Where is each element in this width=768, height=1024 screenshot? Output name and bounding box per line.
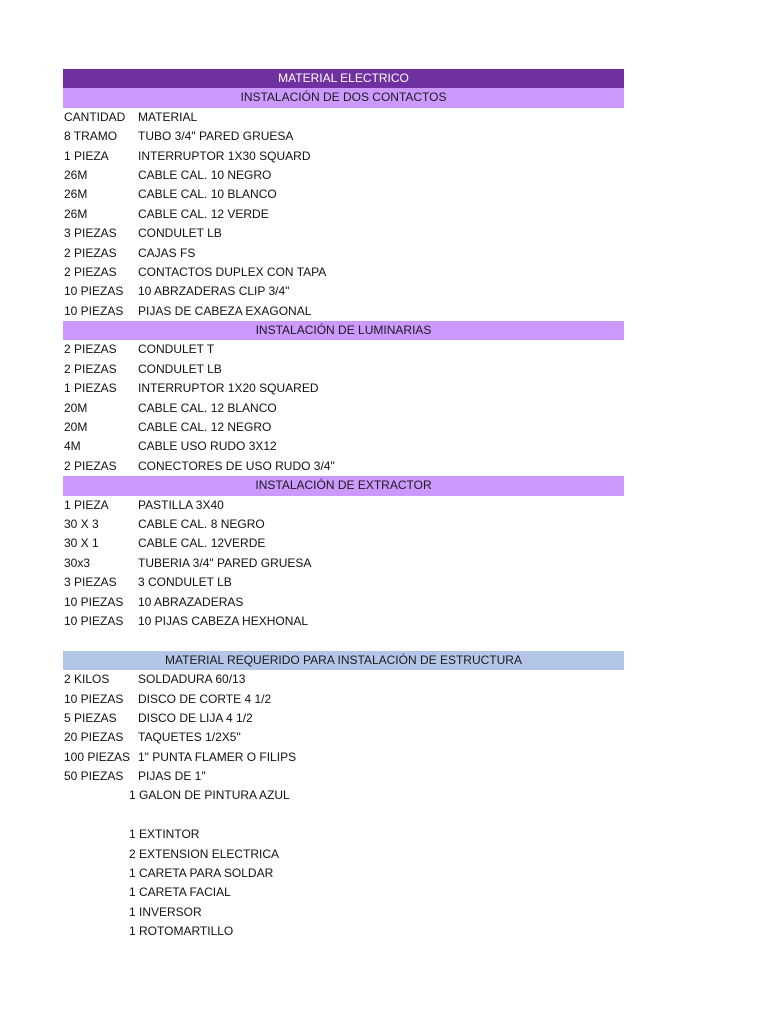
section-estructura-rows xyxy=(63,670,624,786)
extras-list-a xyxy=(63,786,624,805)
quantity-cell: 10 PIEZAS xyxy=(64,284,124,299)
quantity-cell: 26M xyxy=(64,187,88,202)
table-row xyxy=(63,205,624,224)
material-cell: 3 CONDULET LB xyxy=(138,575,232,590)
table-row xyxy=(63,515,624,534)
material-cell: 10 ABRAZADERAS xyxy=(138,594,244,609)
section-extractor-rows xyxy=(63,496,624,632)
section-title-extractor: INSTALACIÓN DE EXTRACTOR xyxy=(63,476,624,495)
quantity-cell: 10 PIEZAS xyxy=(64,594,124,609)
section-title-luminarias: INSTALACIÓN DE LUMINARIAS xyxy=(63,321,624,340)
table-row xyxy=(63,263,624,282)
quantity-cell: 30x3 xyxy=(64,555,91,570)
section-contactos-rows xyxy=(63,127,624,321)
extra-item-text: 1 ROTOMARTILLO xyxy=(129,924,234,939)
material-cell: DISCO DE LIJA 4 1/2 xyxy=(138,710,253,725)
quantity-cell: 4M xyxy=(64,439,81,454)
material-cell: INTERRUPTOR 1X30 SQUARD xyxy=(138,148,311,163)
table-row xyxy=(63,709,624,728)
material-cell: CABLE CAL. 10 NEGRO xyxy=(138,167,272,182)
quantity-cell: 50 PIEZAS xyxy=(64,769,124,784)
material-cell: CONDULET LB xyxy=(138,226,222,241)
list-item xyxy=(63,825,624,844)
list-item xyxy=(63,864,624,883)
table-row xyxy=(63,147,624,166)
material-cell: PASTILLA 3X40 xyxy=(138,497,224,512)
material-cell: CONDULET T xyxy=(138,342,215,357)
quantity-cell: 20 PIEZAS xyxy=(64,730,124,745)
quantity-cell: 10 PIEZAS xyxy=(64,691,124,706)
table-row xyxy=(63,670,624,689)
extra-item-text: 2 EXTENSION ELECTRICA xyxy=(129,846,280,861)
table-row xyxy=(63,767,624,786)
material-cell: CABLE USO RUDO 3X12 xyxy=(138,439,277,454)
sheet-title: MATERIAL ELECTRICO xyxy=(63,69,624,88)
quantity-cell: 30 X 3 xyxy=(64,516,99,531)
material-cell: SOLDADURA 60/13 xyxy=(138,672,246,687)
quantity-cell: 2 PIEZAS xyxy=(64,361,117,376)
material-cell: 1" PUNTA FLAMER O FILIPS xyxy=(138,749,297,764)
column-header-material: MATERIAL xyxy=(138,109,198,124)
table-row xyxy=(63,399,624,418)
material-cell: CONTACTOS DUPLEX CON TAPA xyxy=(138,264,327,279)
material-cell: PIJAS DE CABEZA EXAGONAL xyxy=(138,303,312,318)
section-title-estructura: MATERIAL REQUERIDO PARA INSTALACIÓN DE ESTRUCTURA xyxy=(63,651,624,670)
list-item xyxy=(63,786,624,805)
column-header-qty: CANTIDAD xyxy=(64,109,126,124)
quantity-cell: 20M xyxy=(64,400,88,415)
table-row xyxy=(63,748,624,767)
column-header-row xyxy=(63,108,624,127)
material-cell: CABLE CAL. 12 NEGRO xyxy=(138,420,272,435)
table-row xyxy=(63,612,624,631)
table-row xyxy=(63,379,624,398)
section-title-contactos: INSTALACIÓN DE DOS CONTACTOS xyxy=(63,88,624,107)
blank-row xyxy=(63,806,624,825)
quantity-cell: 1 PIEZA xyxy=(64,148,109,163)
table-row xyxy=(63,728,624,747)
quantity-cell: 3 PIEZAS xyxy=(64,226,117,241)
table-row xyxy=(63,418,624,437)
quantity-cell: 2 KILOS xyxy=(64,672,110,687)
extra-item-text: 1 INVERSOR xyxy=(129,904,202,919)
table-row xyxy=(63,593,624,612)
quantity-cell: 10 PIEZAS xyxy=(64,613,124,628)
material-cell: 10 PIJAS CABEZA HEXHONAL xyxy=(138,613,309,628)
quantity-cell: 2 PIEZAS xyxy=(64,458,117,473)
material-cell: 10 ABRZADERAS CLIP 3/4" xyxy=(138,284,290,299)
quantity-cell: 26M xyxy=(64,167,88,182)
table-row xyxy=(63,224,624,243)
material-cell: CABLE CAL. 10 BLANCO xyxy=(138,187,277,202)
table-row xyxy=(63,554,624,573)
table-row xyxy=(63,360,624,379)
quantity-cell: 3 PIEZAS xyxy=(64,575,117,590)
table-row xyxy=(63,185,624,204)
material-cell: PIJAS DE 1" xyxy=(138,769,206,784)
table-row xyxy=(63,690,624,709)
material-cell: TAQUETES 1/2X5" xyxy=(138,730,241,745)
quantity-cell: 5 PIEZAS xyxy=(64,710,117,725)
table-row xyxy=(63,127,624,146)
material-cell: CABLE CAL. 8 NEGRO xyxy=(138,516,265,531)
extra-item-text: 1 EXTINTOR xyxy=(129,827,200,842)
material-cell: TUBO 3/4" PARED GRUESA xyxy=(138,129,294,144)
quantity-cell: 8 TRAMO xyxy=(64,129,118,144)
material-sheet xyxy=(63,69,624,942)
quantity-cell: 1 PIEZAS xyxy=(64,381,117,396)
material-cell: DISCO DE CORTE 4 1/2 xyxy=(138,691,272,706)
quantity-cell: 20M xyxy=(64,420,88,435)
extra-item-text: 1 CARETA PARA SOLDAR xyxy=(129,866,274,881)
quantity-cell: 100 PIEZAS xyxy=(64,749,131,764)
section-luminarias-rows xyxy=(63,340,624,476)
quantity-cell: 2 PIEZAS xyxy=(64,264,117,279)
table-row xyxy=(63,244,624,263)
quantity-cell: 10 PIEZAS xyxy=(64,303,124,318)
material-cell: CABLE CAL. 12 BLANCO xyxy=(138,400,277,415)
quantity-cell: 2 PIEZAS xyxy=(64,245,117,260)
table-row xyxy=(63,340,624,359)
table-row xyxy=(63,302,624,321)
list-item xyxy=(63,845,624,864)
table-row xyxy=(63,573,624,592)
blank-row xyxy=(63,631,624,650)
extras-list-b xyxy=(63,825,624,941)
material-cell: TUBERIA 3/4" PARED GRUESA xyxy=(138,555,312,570)
quantity-cell: 30 X 1 xyxy=(64,536,99,551)
quantity-cell: 26M xyxy=(64,206,88,221)
table-row xyxy=(63,166,624,185)
table-row xyxy=(63,437,624,456)
table-row xyxy=(63,457,624,476)
extra-item-text: 1 GALON DE PINTURA AZUL xyxy=(129,788,290,803)
table-row xyxy=(63,496,624,515)
material-cell: CAJAS FS xyxy=(138,245,196,260)
list-item xyxy=(63,903,624,922)
material-cell: INTERRUPTOR 1X20 SQUARED xyxy=(138,381,319,396)
material-cell: CONDULET LB xyxy=(138,361,222,376)
material-cell: CABLE CAL. 12 VERDE xyxy=(138,206,269,221)
quantity-cell: 1 PIEZA xyxy=(64,497,109,512)
quantity-cell: 2 PIEZAS xyxy=(64,342,117,357)
material-cell: CABLE CAL. 12VERDE xyxy=(138,536,266,551)
list-item xyxy=(63,922,624,941)
material-cell: CONECTORES DE USO RUDO 3/4" xyxy=(138,458,335,473)
list-item xyxy=(63,883,624,902)
extra-item-text: 1 CARETA FACIAL xyxy=(129,885,231,900)
table-row xyxy=(63,534,624,553)
table-row xyxy=(63,282,624,301)
